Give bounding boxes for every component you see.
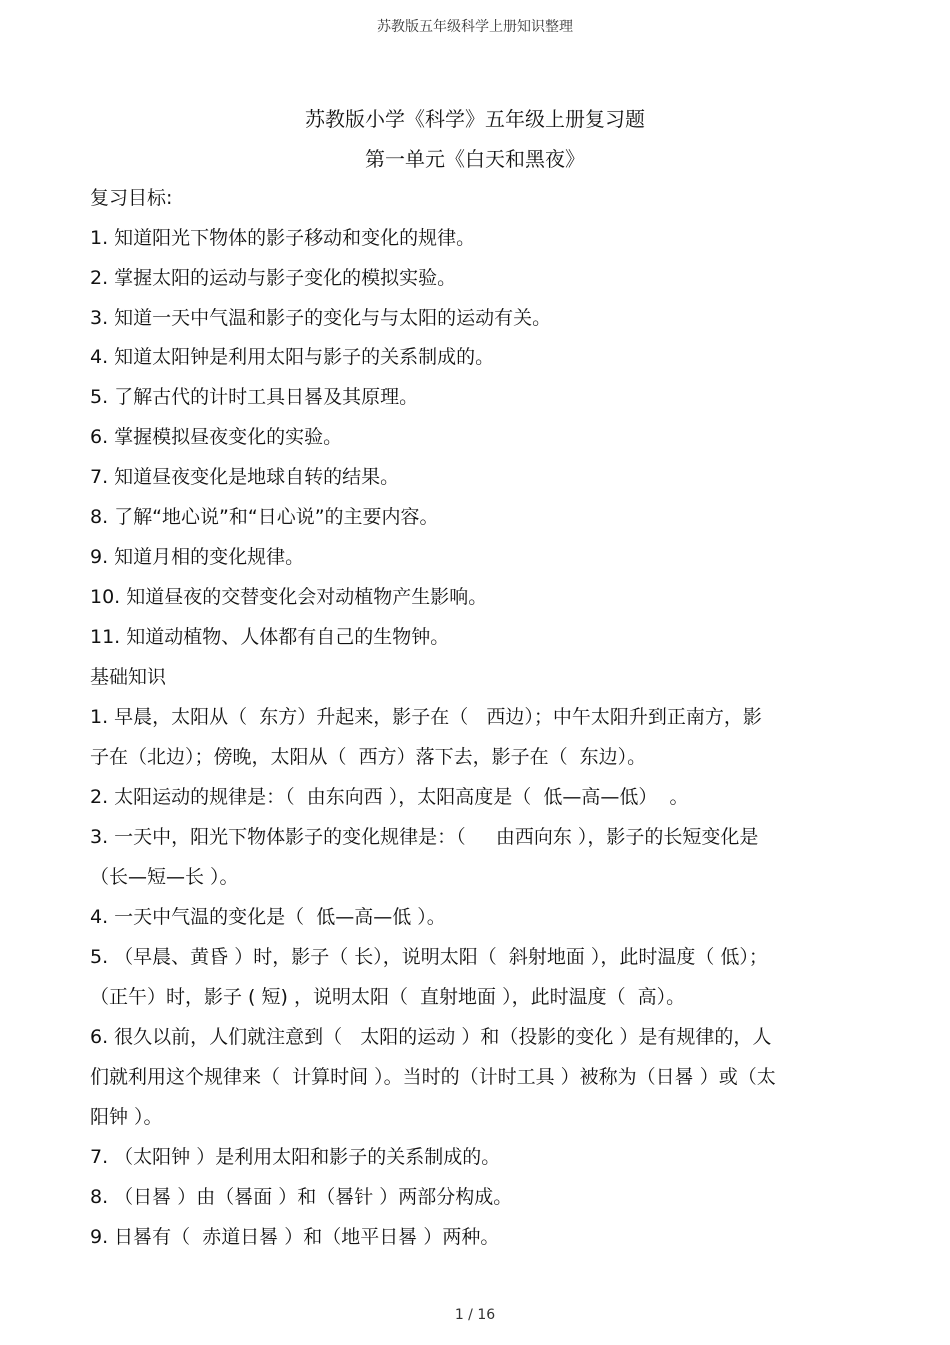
document-title: 苏教版小学《科学》五年级上册复习题 [305,107,645,131]
goal-item: 5. 了解古代的计时工具日晷及其原理。 [90,386,419,408]
question-line: 子在（北边）；傍晚，太阳从（ 西方）落下去，影子在（ 东边）。 [90,746,647,768]
goal-item: 11. 知道动植物、人体都有自己的生物钟。 [90,626,450,648]
page-number: 1 / 16 [454,1307,496,1323]
question-line: 们就利用这个规律来（ 计算时间 ）。当时的（计时工具 ）被称为（日晷 ）或（太 [90,1066,776,1088]
unit-title: 第一单元《白天和黑夜》 [365,147,585,171]
goal-item: 2. 掌握太阳的运动与影子变化的模拟实验。 [90,267,457,289]
goal-item: 4. 知道太阳钟是利用太阳与影子的关系制成的。 [90,346,495,368]
running-header: 苏教版五年级科学上册知识整理 [377,19,573,35]
question-line: 8. （日晷 ）由（晷面 ）和（晷针 ）两部分构成。 [90,1186,513,1208]
question-line: 7. （太阳钟 ）是利用太阳和影子的关系制成的。 [90,1146,501,1168]
goal-item: 7. 知道昼夜变化是地球自转的结果。 [90,466,400,488]
goal-item: 6. 掌握模拟昼夜变化的实验。 [90,426,343,448]
goal-item: 3. 知道一天中气温和影子的变化与与太阳的运动有关。 [90,307,552,329]
section-heading-goals: 复习目标: [90,187,173,209]
goal-item: 9. 知道月相的变化规律。 [90,546,305,568]
goal-item: 1. 知道阳光下物体的影子移动和变化的规律。 [90,227,476,249]
goal-item: 10. 知道昼夜的交替变化会对动植物产生影响。 [90,586,488,608]
question-line: 2. 太阳运动的规律是：（ 由东向西 ），太阳高度是（ 低—高—低） 。 [90,786,689,808]
question-line: 3. 一天中，阳光下物体影子的变化规律是：（ 由西向东 ），影子的长短变化是 [90,826,759,848]
question-line: 9. 日晷有（ 赤道日晷 ）和（地平日晷 ）两种。 [90,1226,500,1248]
question-line: 5. （早晨、黄昏 ）时，影子（ 长），说明太阳（ 斜射地面 ），此时温度（ 低）； [90,946,768,968]
question-line: 1. 早晨，太阳从（ 东方）升起来，影子在（ 西边）；中午太阳升到正南方，影 [90,706,762,728]
question-line: （长—短—长 ）。 [90,866,239,888]
goal-item: 8. 了解“地心说”和“日心说”的主要内容。 [90,506,439,528]
question-line: 6. 很久以前，人们就注意到（ 太阳的运动 ）和（投影的变化 ）是有规律的，人 [90,1026,772,1048]
section-heading-basics: 基础知识 [90,666,167,688]
question-line: 阳钟 ）。 [90,1106,163,1128]
question-line: （正午）时，影子 ( 短) ，说明太阳（ 直射地面 ），此时温度（ 高）。 [90,986,686,1008]
question-line: 4. 一天中气温的变化是（ 低—高—低 ）。 [90,906,446,928]
